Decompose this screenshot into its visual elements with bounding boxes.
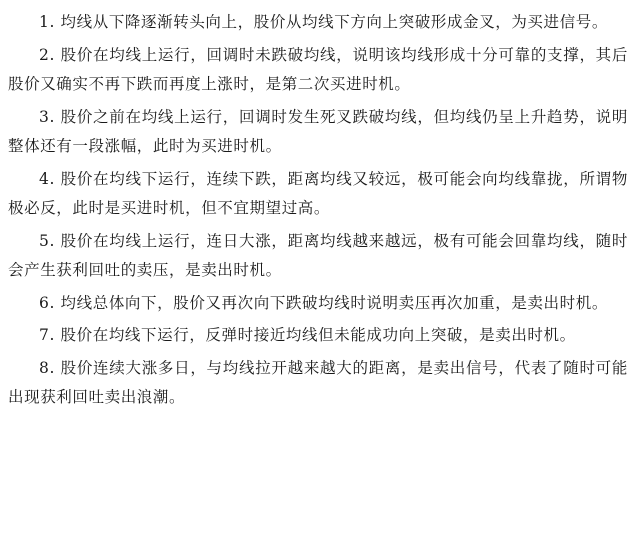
- rule-item-1: 1. 均线从下降逐渐转头向上，股价从均线下方向上突破形成金叉，为买进信号。: [39, 13, 608, 31]
- document-body: [8, 8, 628, 416]
- rule-item-5: 5. 股价在均线上运行，连日大涨，距离均线越来越远，极有可能会回靠均线，随时会产生获利回吐的卖压，是卖出时机。: [8, 231, 628, 279]
- rule-item-4: 4. 股价在均线下运行，连续下跌，距离均线又较远，极可能会向均线靠拢，所谓物极必反，此时是买进时机，但不宜期望过高。: [8, 169, 628, 217]
- rule-item-3: 3. 股价之前在均线上运行，回调时发生死叉跌破均线，但均线仍呈上升趋势，说明整体还有一段涨幅，此时为买进时机。: [8, 107, 628, 155]
- rule-item-6: 6. 均线总体向下，股价又再次向下跌破均线时说明卖压再次加重，是卖出时机。: [39, 293, 608, 312]
- rule-item-2: 2. 股价在均线上运行，回调时未跌破均线，说明该均线形成十分可靠的支撑，其后股价又确实不再下跌而再度上涨时，是第二次买进时机。: [8, 45, 628, 93]
- rule-item-8: 8. 股价连续大涨多日，与均线拉开越来越大的距离，是卖出信号，代表了随时可能出现获利回吐卖出浪潮。: [8, 358, 628, 406]
- rule-item-7: 7. 股价在均线下运行，反弹时接近均线但未能成功向上突破，是卖出时机。: [39, 326, 576, 344]
